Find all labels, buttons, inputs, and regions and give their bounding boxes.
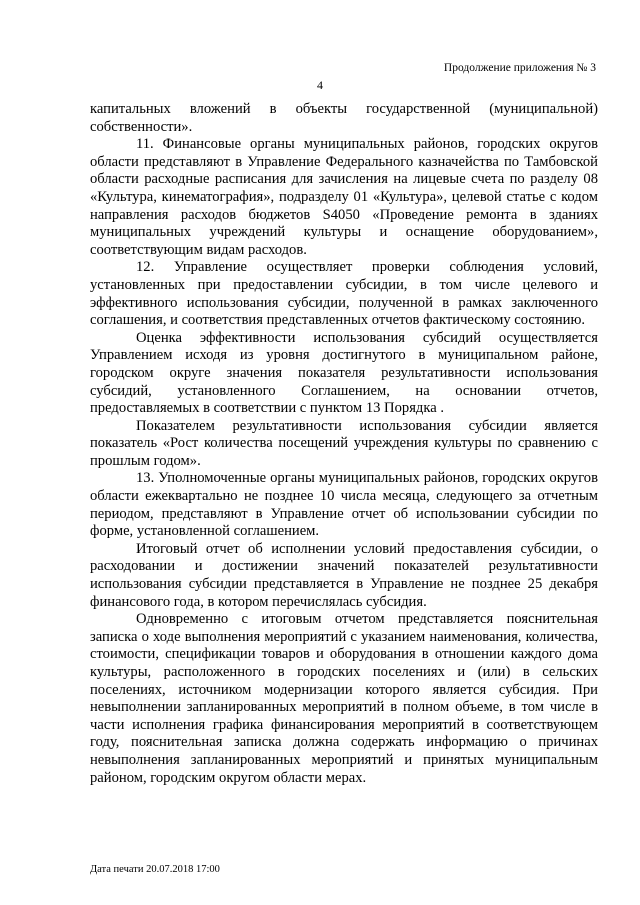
paragraph-explanatory-note: Одновременно с итоговым отчетом представляется пояснительная записка о ходе выполнения мероприятий с указанием наименования, количества, стоимости, спецификации товаров и оборудования в отношении каждого дома культуры, расположенного в городских поселениях и (или) в сельских поселениях, источником модернизации которого является субсидия. При невыполнении запланированных мероприятий в полном объеме, в том числе в части исполнения графика финансирования мероприятий в соответствующем году, пояснительная записка должна содержать информацию о причинах невыполнения запланированных мероприятий и принятых муниципальным районом, городским округом области мерах. bbox=[90, 611, 598, 786]
paragraph-final-report: Итоговый отчет об исполнении условий предоставления субсидии, о расходовании и достижении значений показателей результативности использования субсидии представляется в Управление не позднее 25 декабря финансового года, в котором перечислялась субсидия. bbox=[90, 540, 598, 610]
paragraph-item-13: 13. Уполномоченные органы муниципальных районов, городских округов области ежеквартально не позднее 10 числа месяца, следующего за отчетным периодом, представляют в Управление отчет об использовании субсидии по форме, установленной соглашением. bbox=[90, 470, 598, 540]
appendix-continuation-note: Продолжение приложения № 3 bbox=[443, 62, 596, 74]
page-number: 4 bbox=[317, 78, 323, 92]
paragraph-item-12: 12. Управление осуществляет проверки соблюдения условий, установленных при предоставлении субсидии, в том числе целевого и эффективного использования субсидии, полученной в рамках заключенного соглашения, и соответствия представленных отчетов фактическому состоянию. bbox=[90, 259, 598, 329]
document-body bbox=[90, 101, 598, 787]
paragraph-performance-indicator: Показателем результативности использования субсидии является показатель «Рост количества посещений учреждения культуры по сравнению с прошлым годом». bbox=[90, 417, 598, 469]
paragraph-item-11: 11. Финансовые органы муниципальных районов, городских округов области представляют в Управление Федерального казначейства по Тамбовской области расходные расписания для зачисления на лицевые счета по разделу 08 «Культура, кинематография», подразделу 01 «Культура», целевой статье с кодом направления расходов бюджетов S4050 «Проведение ремонта в зданиях муниципальных учреждений культуры и оснащение оборудованием», соответствующим видам расходов. bbox=[90, 136, 598, 258]
paragraph-efficiency-assessment: Оценка эффективности использования субсидий осуществляется Управлением исходя из уровня достигнутого в муниципальном районе, городском округе значения показателя результативности использования субсидий, установленного Соглашением, на основании отчетов, предоставляемых в соответствии с пунктом 13 Порядка . bbox=[90, 329, 598, 417]
print-date: Дата печати 20.07.2018 17:00 bbox=[90, 864, 220, 875]
paragraph-continuation: капитальных вложений в объекты государственной (муниципальной) собственности». bbox=[90, 101, 598, 135]
